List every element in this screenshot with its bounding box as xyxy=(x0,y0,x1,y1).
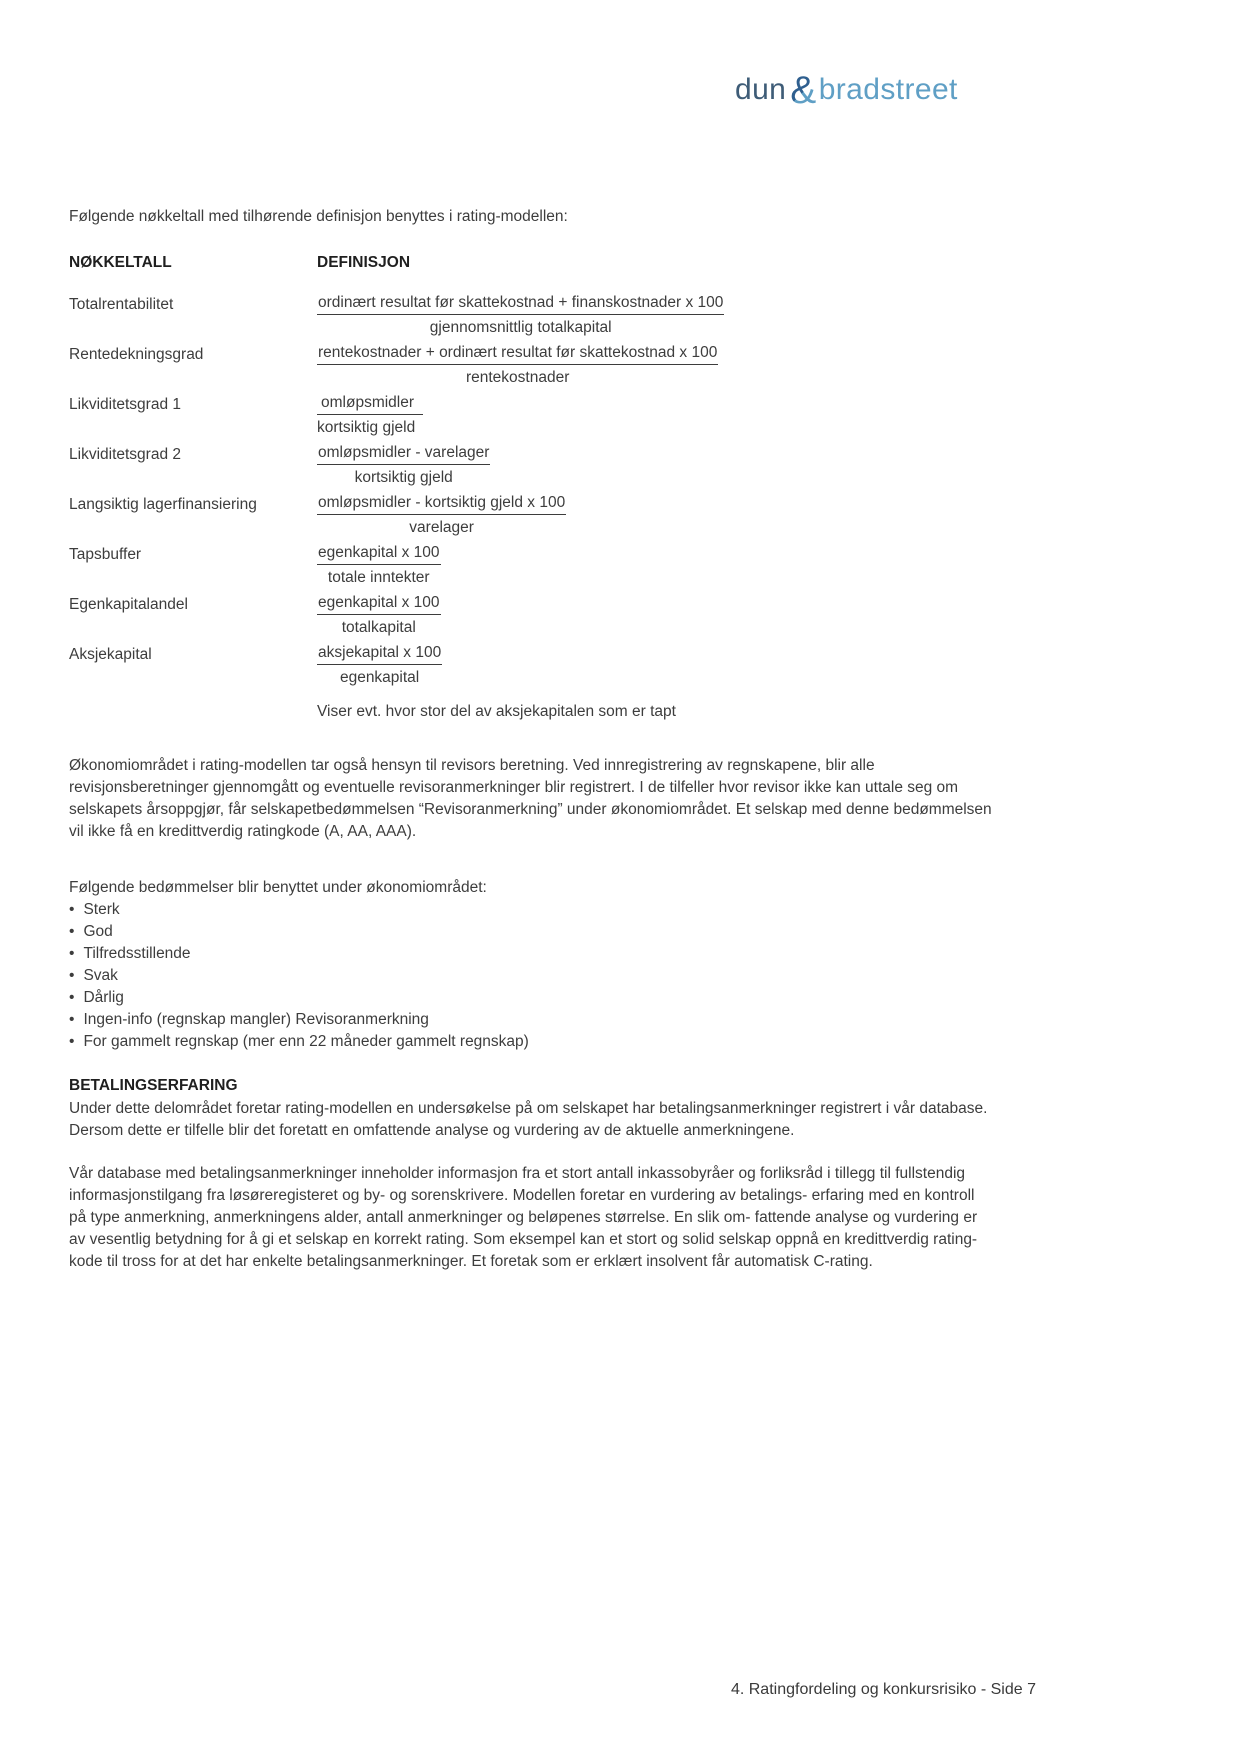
ratio-formula xyxy=(317,442,490,488)
ampersand-icon: & xyxy=(790,69,817,112)
table-row xyxy=(69,592,993,639)
ratio-name: Totalrentabilitet xyxy=(69,296,174,313)
table-row xyxy=(69,642,993,689)
formula-denominator: kortsiktig gjeld xyxy=(354,469,453,486)
formula-denominator: kortsiktig gjeld xyxy=(317,419,416,436)
ratio-name: Likviditetsgrad 1 xyxy=(69,396,182,413)
ratio-formula xyxy=(317,492,566,538)
logo-text-dun: dun xyxy=(735,73,787,106)
ratio-name: Tapsbuffer xyxy=(69,546,142,563)
ratio-name: Rentedekningsgrad xyxy=(69,346,204,363)
intro-text: Følgende nøkkeltall med tilhørende definisjon benyttes i rating-modellen: xyxy=(69,208,568,225)
betalingserfaring-paragraph-2: Vår database med betalingsanmerkninger inneholder informasjon fra et stort antall inkassobyråer og forliksråd i tillegg til fullstendig informasjonstilgang fra løsøreregisteret og by- og sorenskrivere. Modellen foretar en vurdering av betalings- erfaring med en kontroll på type anmerkning, anmerkningens alder, antall anmerkninger og beløpenes størrelse. En slik om- fattende analyse og vurdering er av vesentlig betydning for å gi et selskap en korrekt rating. Som eksempel kan et stort og solid selskap oppnå en kredittverdig rating-kode til tross for at det har enkelte betalingsanmerkninger. Et foretak som er erklært insolvent får automatisk C-rating. xyxy=(69,1165,978,1270)
ratio-formula xyxy=(317,542,441,588)
ratio-formula xyxy=(317,292,724,338)
betalingserfaring-paragraph-1: Under dette delområdet foretar rating-modellen en undersøkelse på om selskapet har betalingsanmerkninger registrert i vår database. Dersom dette er tilfelle blir det foretatt en omfattende analyse og vurdering av de aktuelle anmerkningene. xyxy=(69,1100,988,1139)
betalingserfaring-heading: BETALINGSERFARING xyxy=(69,1077,238,1094)
table-row xyxy=(69,542,993,589)
formula-numerator: omløpsmidler - kortsiktig gjeld x 100 xyxy=(317,492,566,515)
table-row xyxy=(69,492,993,539)
logo-text-bradstreet: bradstreet xyxy=(818,73,958,106)
column-header-nokkeltall: NØKKELTALL xyxy=(69,254,172,271)
aksjekapital-note: Viser evt. hvor stor del av aksjekapitalen som er tapt xyxy=(317,703,676,720)
bedommelse-item: • God xyxy=(69,921,993,943)
bedommelse-item: • Sterk xyxy=(69,899,993,921)
ratio-definition-table xyxy=(69,252,993,723)
bedommelse-item: • For gammelt regnskap (mer enn 22 måneder gammelt regnskap) xyxy=(69,1031,993,1053)
page-footer: 4. Ratingfordeling og konkursrisiko - Side 7 xyxy=(730,1681,1036,1698)
ratio-formula xyxy=(317,642,442,688)
formula-numerator: omløpsmidler xyxy=(317,392,423,415)
ratio-formula xyxy=(317,342,718,388)
bedommelse-item: • Ingen-info (regnskap mangler) Revisoranmerkning xyxy=(69,1009,993,1031)
formula-denominator: gjennomsnittlig totalkapital xyxy=(429,319,612,336)
formula-denominator: totalkapital xyxy=(341,619,416,636)
formula-numerator: ordinært resultat før skattekostnad + finanskostnader x 100 xyxy=(317,292,724,315)
table-row xyxy=(69,392,993,439)
bedommelser-intro: Følgende bedømmelser blir benyttet under økonomiområdet: xyxy=(69,879,487,896)
formula-denominator: varelager xyxy=(409,519,474,536)
formula-denominator: totale inntekter xyxy=(327,569,430,586)
formula-numerator: rentekostnader + ordinært resultat før skattekostnad x 100 xyxy=(317,342,718,365)
page-content xyxy=(69,0,993,1273)
table-header-row xyxy=(69,252,993,274)
table-note-row xyxy=(69,701,993,723)
table-row xyxy=(69,292,993,339)
formula-numerator: egenkapital x 100 xyxy=(317,542,441,565)
formula-denominator: egenkapital xyxy=(339,669,420,686)
okonomi-paragraph: Økonomiområdet i rating-modellen tar også hensyn til revisors beretning. Ved innregistrering av regnskapene, blir alle revisjonsberetninger gjennomgått og eventuelle revisoranmerkninger blir registrert. I de tilfeller hvor revisor ikke kan uttale seg om selskapets årsoppgjør, får selskapetbedømmelsen “Revisoranmerkning” under økonomiområdet. Et selskap med denne bedømmelsen vil ikke få en kredittverdig ratingkode (A, AA, AAA). xyxy=(69,757,992,840)
ratio-name: Egenkapitalandel xyxy=(69,596,188,613)
bedommelse-item: • Dårlig xyxy=(69,987,993,1009)
bedommelser-list xyxy=(69,899,993,1053)
table-row xyxy=(69,342,993,389)
table-note-spacer xyxy=(69,701,317,723)
table-rows xyxy=(69,292,993,689)
formula-denominator: rentekostnader xyxy=(465,369,570,386)
formula-numerator: egenkapital x 100 xyxy=(317,592,441,615)
formula-numerator: omløpsmidler - varelager xyxy=(317,442,490,465)
bedommelse-item: • Tilfredsstillende xyxy=(69,943,993,965)
ratio-name: Aksjekapital xyxy=(69,646,152,663)
formula-numerator: aksjekapital x 100 xyxy=(317,642,442,665)
ratio-formula xyxy=(317,592,441,638)
ratio-formula xyxy=(317,392,423,438)
ratio-name: Langsiktig lagerfinansiering xyxy=(69,496,257,513)
bedommelse-item: • Svak xyxy=(69,965,993,987)
ratio-name: Likviditetsgrad 2 xyxy=(69,446,182,463)
table-row xyxy=(69,442,993,489)
column-header-definisjon: DEFINISJON xyxy=(317,254,411,271)
